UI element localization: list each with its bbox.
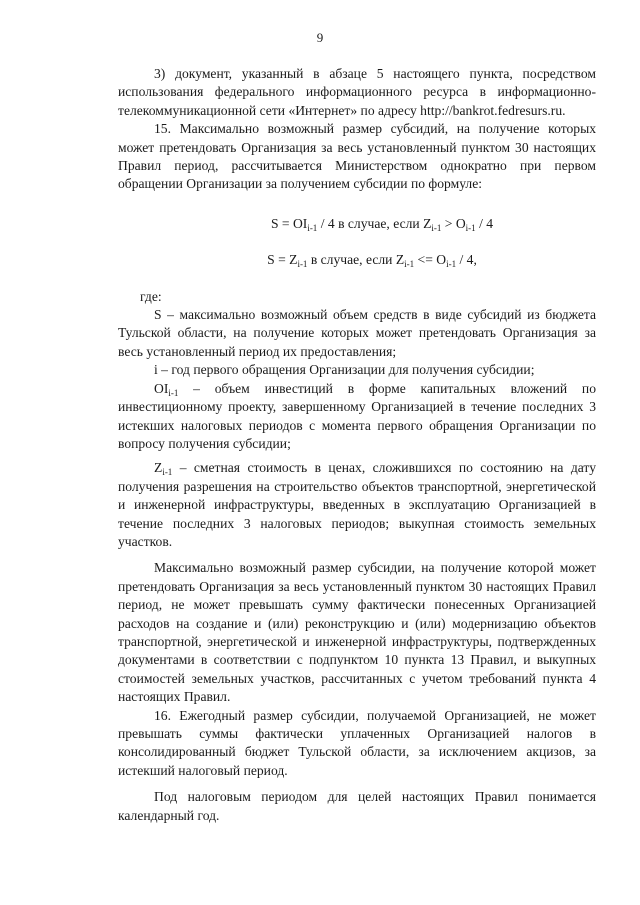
formula-2: $S = Z_{i-1}$ в случае, если $Z_{i-1} <= O_{i-1} / 4$,: [267, 252, 477, 270]
paragraph-item-3: 3) документ, указанный в абзаце 5 настоящего пункта, посредством использования федерального информационного ресурса в информационно-телекоммуникационной сети «Интернет» по адресу http://bankrot.fedresurs.ru.: [118, 66, 596, 118]
paragraph-max-subsidy: Максимально возможный размер субсидии, на получение которой может претендовать Организация за весь установленный пунктом 30 настоящих Правил период, не может превышать сумму фактически понесенных Организацией расходов на создание и (или) реконструкцию и (или) модернизацию объектов транспортной, энергетической и инженерной инфраструктуры, подтвержденных документами в соответствии с подпунктом 10 пункта 13 Правил, и выкупных стоимостей земельных участков, рассчитанных с учетом требований пункта 4 настоящих Правил.: [118, 560, 596, 705]
definition-s: S – максимально возможный объем средств в виде субсидий из бюджета Тульской области, на получение которых может претендовать Организация за весь установленный период их предоставления;: [118, 307, 596, 359]
paragraph-point-16: 16. Ежегодный размер субсидии, получаемой Организацией, не может превышать суммы фактически уплаченных Организацией налогов в консолидированный бюджет Тульской области, за исключением акцизов, за истекший налоговый период.: [118, 707, 596, 778]
page-number: 9: [316, 30, 324, 45]
document-body: [118, 65, 596, 825]
formula-1: $S = OI_{i-1} / 4$ в случае, если $Z_{i-1} > O_{i-1} / 4$: [270, 215, 494, 233]
definition-oi: $OI_{i-1}$ – объем инвестиций в форме капитальных вложений по инвестиционному проекту, завершенному Организацией в течение последних 3 истекших налоговых периодов с момента первого обращения Организации по вопросу получения субсидии;: [118, 380, 596, 451]
definition-z: $Z_{i-1}$ – сметная стоимость в ценах, сложившихся по состоянию на дату получения разрешения на строительство объектов транспортной, энергетической и инженерной инфраструктуры, введенных в эксплуатацию Организацией в течение последних 3 налоговых периодов; выкупная стоимость земельных участков.: [118, 460, 596, 549]
paragraph-point-15: 15. Максимально возможный размер субсидий, на получение которых может претендовать Организация за весь установленный пунктом 30 настоящих Правил период, рассчитывается Министерством однократно при первом обращении Организации за получением субсидии по формуле:: [118, 121, 596, 192]
paragraph-tax-period: Под налоговым периодом для целей настоящих Правил понимается календарный год.: [118, 789, 596, 823]
where-label: где:: [140, 288, 162, 304]
definition-i: i – год первого обращения Организации для получения субсидии;: [154, 362, 535, 378]
